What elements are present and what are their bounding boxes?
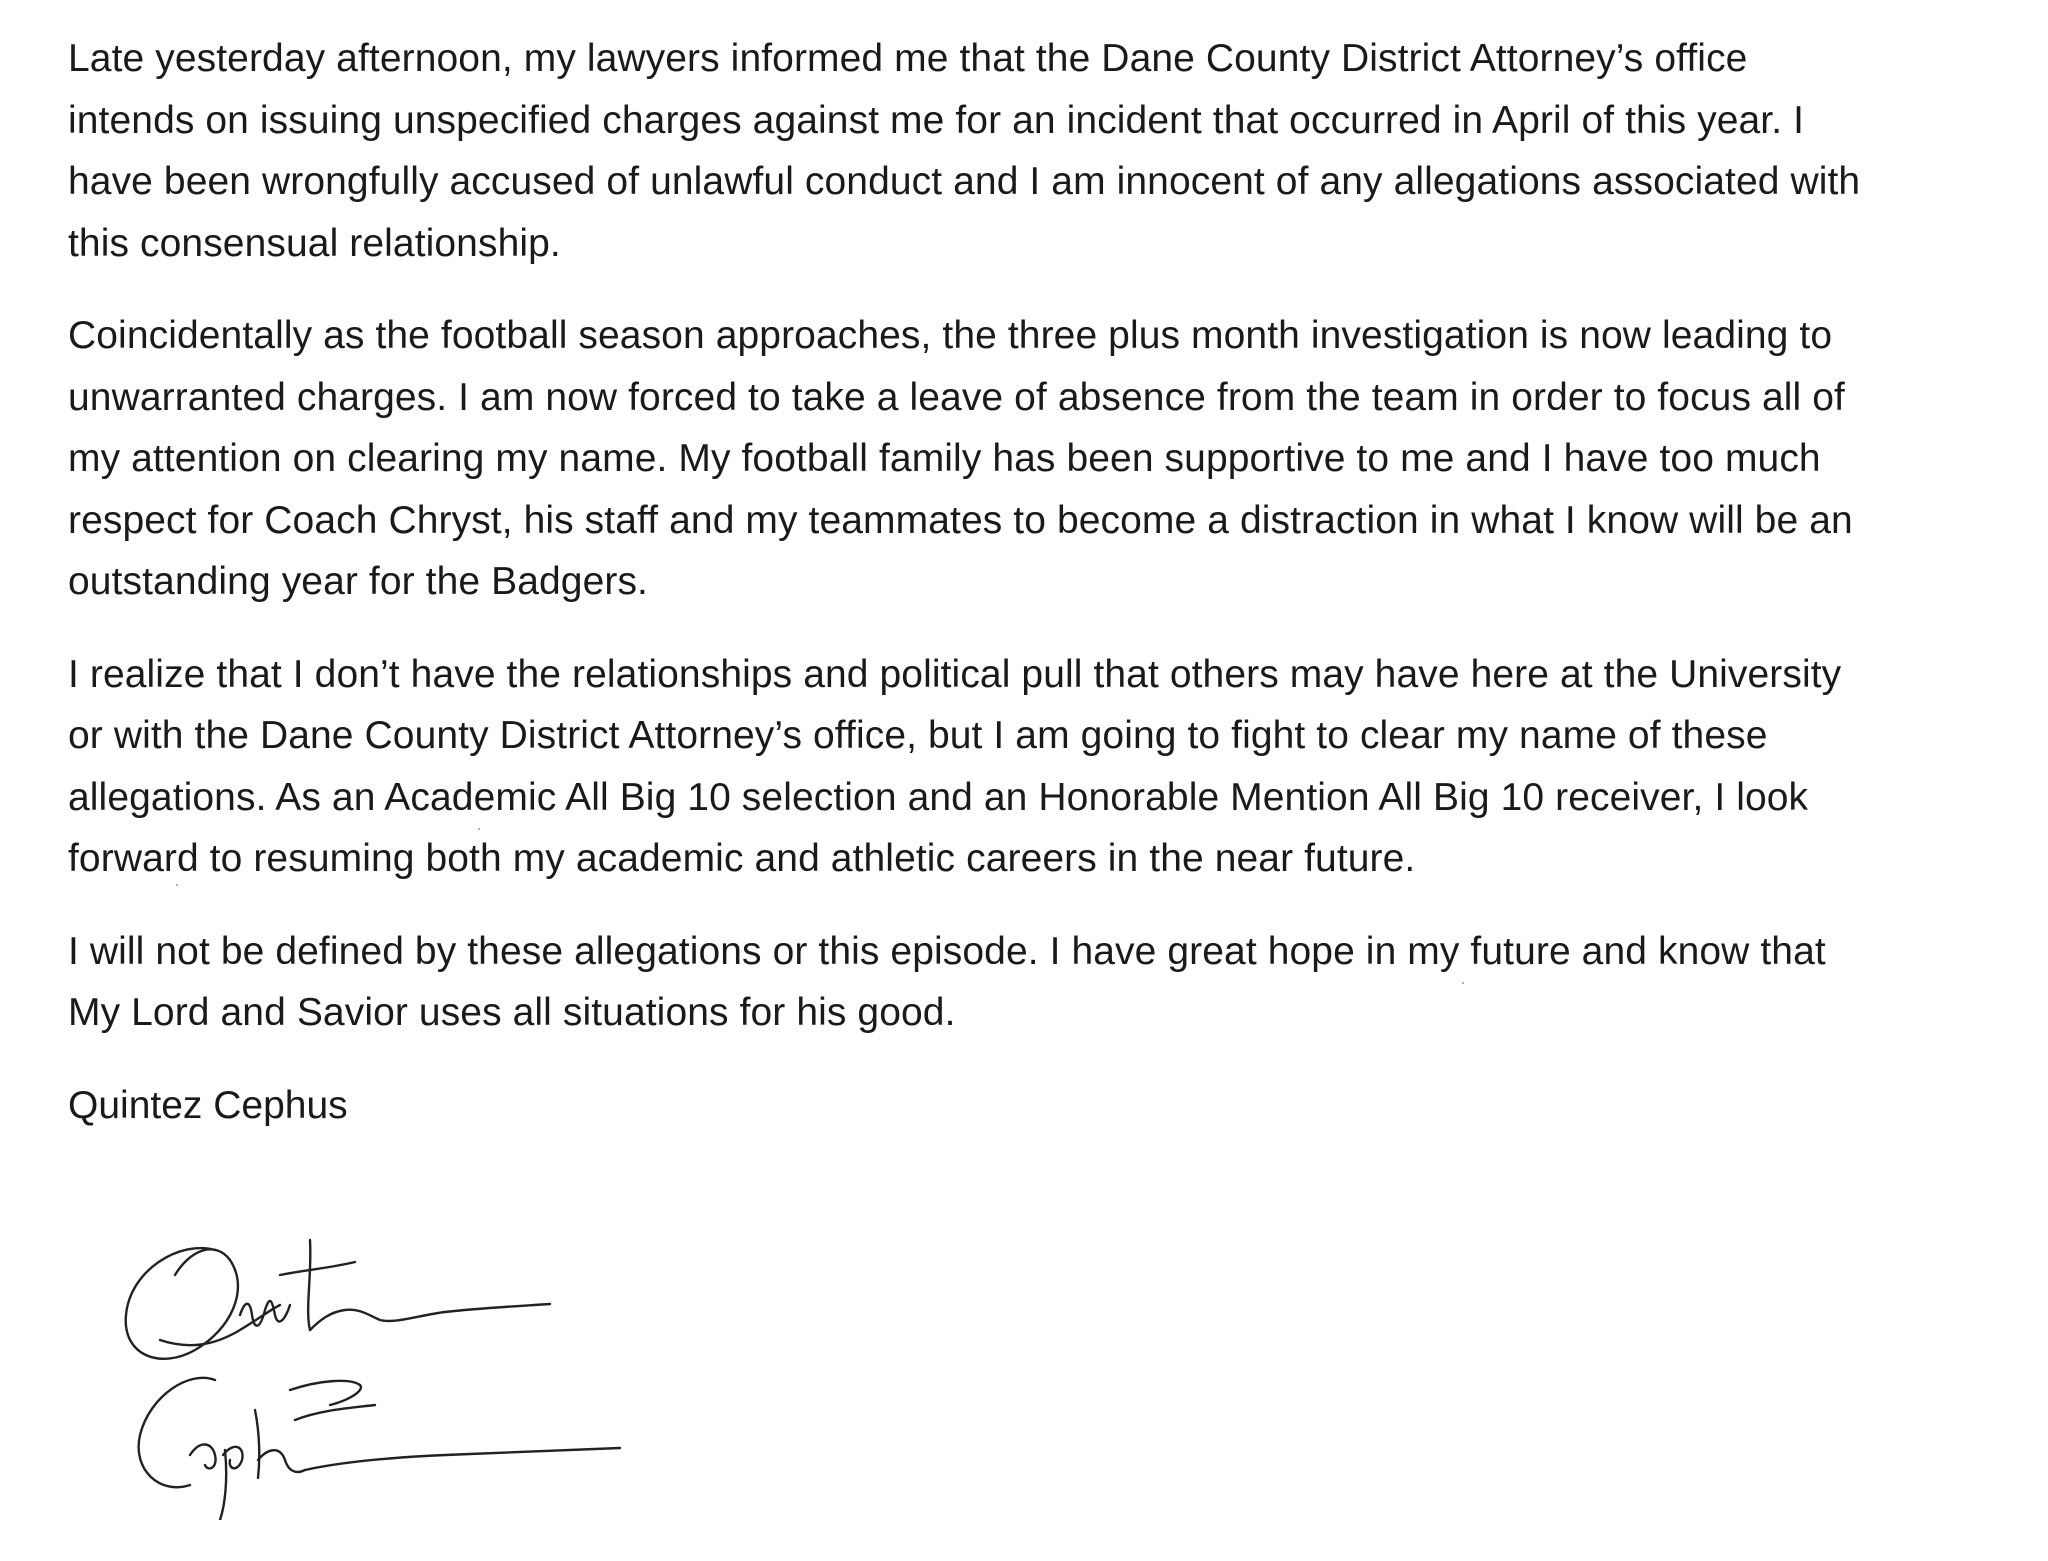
letter-body xyxy=(68,28,2028,1136)
text-line: intends on issuing unspecified charges against me for an incident that occurred in April of this year. I xyxy=(68,98,1805,142)
scan-speck xyxy=(176,884,178,886)
text-line: I realize that I don’t have the relationships and political pull that others may have here at the University xyxy=(68,652,1842,696)
text-line: or with the Dane County District Attorney’s office, but I am going to fight to clear my name of these xyxy=(68,714,1768,757)
handwritten-signature-icon xyxy=(120,1220,680,1520)
paragraph-4 xyxy=(68,921,2028,1044)
scan-speck xyxy=(1462,982,1464,984)
text-line: forward to resuming both my academic and athletic careers in the near future. xyxy=(68,837,1416,880)
text-line: outstanding year for the Badgers. xyxy=(68,560,648,603)
text-line: My Lord and Savior uses all situations for his good. xyxy=(68,991,956,1034)
text-line: this consensual relationship. xyxy=(68,221,561,265)
paragraph-2 xyxy=(68,305,2028,613)
text-line: Late yesterday afternoon, my lawyers informed me that the Dane County District Attorney’s office xyxy=(68,37,1748,80)
paragraph-1 xyxy=(68,28,2028,274)
text-line: unwarranted charges. I am now forced to take a leave of absence from the team in order to focus all of xyxy=(68,375,1845,419)
paragraph-3 xyxy=(68,644,2028,890)
scan-speck xyxy=(478,828,480,830)
signature-name: Quintez Cephus xyxy=(68,1083,348,1127)
text-line: Coincidentally as the football season approaches, the three plus month investigation is now leading to xyxy=(68,314,1833,357)
text-line: my attention on clearing my name. My football family has been supportive to me and I have too much xyxy=(68,437,1821,480)
text-line: respect for Coach Chryst, his staff and my teammates to become a distraction in what I know will be an xyxy=(68,498,1853,542)
text-line: allegations. As an Academic All Big 10 selection and an Honorable Mention All Big 10 receiver, I look xyxy=(68,775,1809,819)
text-line: I will not be defined by these allegations or this episode. I have great hope in my future and know that xyxy=(68,929,1826,973)
text-line: have been wrongfully accused of unlawful conduct and I am innocent of any allegations associated with xyxy=(68,160,1861,203)
